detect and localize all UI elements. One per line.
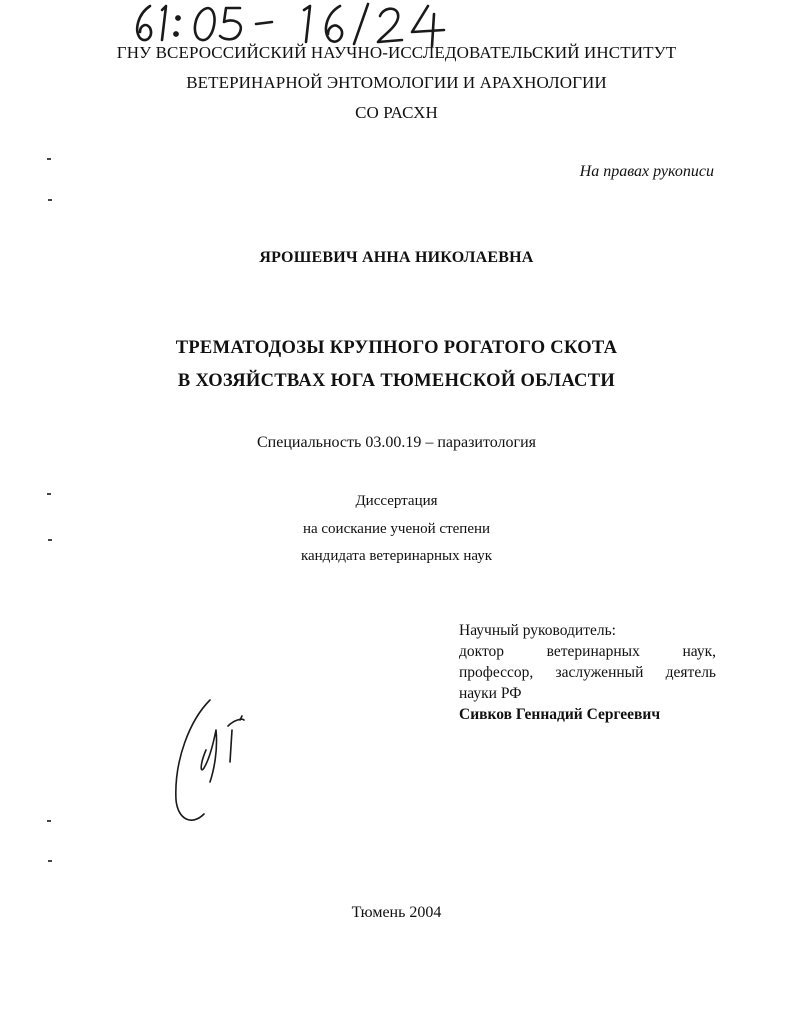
handwritten-archive-number (128, 0, 488, 48)
advisor-degree: доктор ветеринарных наук, (459, 643, 716, 660)
dissertation-line-2: на соискание ученой степени (302, 521, 491, 537)
city-year: Тюмень 2004 (351, 904, 442, 921)
dissertation-line-3: кандидата ветеринарных наук (300, 548, 493, 564)
scan-speck (47, 820, 51, 822)
scan-speck (48, 539, 52, 541)
scan-speck (48, 199, 52, 201)
institute-line-1: ГНУ ВСЕРОССИЙСКИЙ НАУЧНО-ИССЛЕДОВАТЕЛЬСКИЙ ИНСТИТУТ (116, 43, 677, 62)
advisor-block (459, 620, 716, 725)
thesis-title-line-2: В ХОЗЯЙСТВАХ ЮГА ТЮМЕНСКОЙ ОБЛАСТИ (177, 371, 616, 391)
author-name: ЯРОШЕВИЧ АННА НИКОЛАЕВНА (259, 249, 534, 266)
thesis-title-line-1: ТРЕМАТОДОЗЫ КРУПНОГО РОГАТОГО СКОТА (175, 338, 618, 358)
handwritten-signature (170, 690, 270, 830)
advisor-name: Сивков Геннадий Сергеевич (459, 706, 661, 723)
institute-line-3: СО РАСХН (355, 103, 438, 122)
scan-speck (48, 860, 52, 862)
dissertation-line-1: Диссертация (355, 493, 438, 509)
advisor-label: Научный руководитель: (459, 622, 616, 639)
institute-line-2: ВЕТЕРИНАРНОЙ ЭНТОМОЛОГИИ И АРАХНОЛОГИИ (186, 73, 607, 92)
scan-speck (47, 158, 51, 160)
specialty: Специальность 03.00.19 – паразитология (256, 434, 537, 451)
rights-note: На правах рукописи (579, 163, 714, 180)
scan-speck (47, 493, 51, 495)
advisor-title: профессор, заслуженный деятель (459, 664, 716, 681)
advisor-title-continued: науки РФ (459, 685, 522, 702)
